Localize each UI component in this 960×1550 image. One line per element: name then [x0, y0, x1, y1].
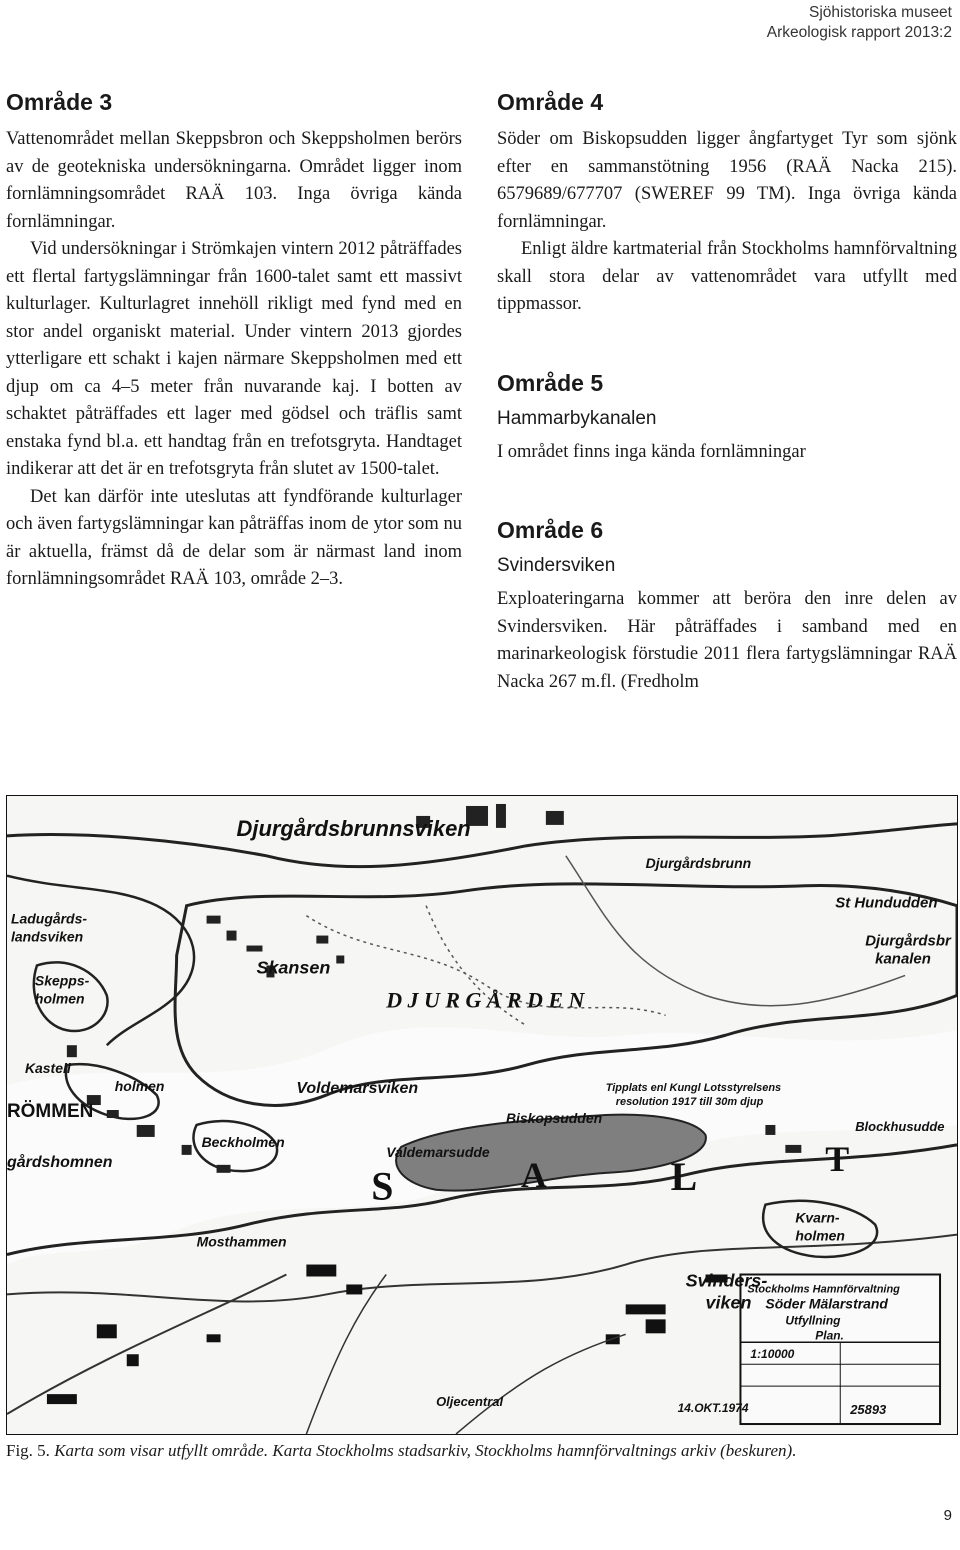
area3-paragraph-2: Vid undersökningar i Strömkajen vintern 2012 påträffades ett flertal fartygslämningar från 1600-talet samt ett massivt kulturlager. Kulturlagret innehöll rikligt med fynd med en stor andel organiskt material. Under vintern 2013 gjordes ytterligare ett schakt i kajen närmare Skeppsholmen med ett djup om ca 4–5 meter från nuvarande kaj. I botten av schaktet påträffades ett lager med gödsel och träflis samt enstaka fynd bl.a. ett handtag från en trefotsgryta. Handtaget indikerar att det är en trefotsgryta från slutet av 1500-talet.	[6, 239, 462, 479]
area6-title: Område 6	[497, 517, 604, 543]
map-label-mosthammen: Mosthammen	[196, 1233, 287, 1250]
area4-title: Område 4	[497, 89, 604, 115]
map-label-svinders-2: viken	[705, 1292, 752, 1313]
area5-subtitle: Hammarbykanalen	[497, 407, 657, 429]
map-label-skansen: Skansen	[256, 957, 331, 978]
map-label-ladugards-1: Ladugårds-	[10, 910, 88, 927]
map-legend-scale: 1:10000	[750, 1347, 795, 1362]
page-header	[767, 3, 952, 43]
map-label-valdemarsudde: Valdemarsudde	[386, 1143, 490, 1160]
map-label-strommen: RÖMMEN	[7, 1101, 94, 1122]
map-legend-line-2: Söder Mälarstrand	[765, 1295, 888, 1312]
area3-paragraph-3: Det kan därför inte uteslutas att fyndförande kulturlager och även fartygslämningar kan påträffas inom de ytor som nu är aktuella, främst då de delar som är närmast land inom fornlämningsområdet RAÄ 103, område 2–3.	[6, 486, 462, 589]
map-label-skepps-2: holmen	[34, 990, 85, 1007]
map-label-skepps-1: Skepps-	[34, 972, 90, 989]
area6-subtitle: Svindersviken	[497, 555, 616, 576]
map-label-djurgardsbrunn: Djurgårdsbrunn	[645, 854, 752, 871]
figure-caption	[6, 1440, 956, 1462]
map-legend-line-1: Stockholms Hamnförvaltning	[747, 1283, 900, 1296]
map-label-blockhusudde: Blockhusudde	[855, 1118, 945, 1134]
spacer	[497, 319, 957, 369]
publisher-name: Sjöhistoriska museet	[808, 4, 952, 21]
figure-number: Fig. 5.	[6, 1441, 50, 1460]
map-label-djurgarden: D J U R G Å R D E N	[386, 987, 585, 1013]
map-label-kvarn-1: Kvarn-	[795, 1209, 840, 1226]
map-label-holmen: holmen	[114, 1078, 165, 1095]
map-date-stamp: 14.OKT.1974	[677, 1401, 749, 1416]
historical-map	[6, 795, 958, 1435]
map-label-oljecentral: Oljecentral	[436, 1394, 504, 1410]
map-label-djurgardsbr-1: Djurgårdsbr	[865, 932, 951, 950]
map-label-svinders-1: Svinders-	[685, 1270, 768, 1291]
spacer	[497, 466, 957, 516]
map-letter-l: L	[670, 1153, 698, 1199]
area6-paragraph-1: Exploateringarna kommer att beröra den inre delen av Svindersviken. Här påträffades i samband med en marinarkeologisk förstudie 2011 flera fartygslämningar RAÄ Nacka 267 m.fl. (Fredholm	[497, 589, 957, 692]
map-legend-line-4: Plan.	[815, 1328, 844, 1343]
map-label-voldemarsviken: Voldemarsviken	[296, 1080, 419, 1098]
map-label-st-hunddden: St Hundudden	[835, 894, 938, 912]
map-drawing	[7, 796, 957, 1434]
map-label-djurgardsbrunnsviken: Djurgårdsbrunnsviken	[236, 815, 471, 841]
map-label-gardshomnen: gårdshomnen	[7, 1153, 113, 1171]
report-id: Arkeologisk rapport 2013:2	[766, 24, 952, 41]
map-label-tipplats-2: resolution 1917 till 30m djup	[615, 1096, 764, 1109]
area5-title: Område 5	[497, 369, 604, 396]
area5-paragraph-1: I området finns inga kända fornlämningar	[497, 441, 806, 462]
map-label-ladugards-2: landsviken	[10, 928, 84, 945]
map-label-beckholmen: Beckholmen	[201, 1133, 285, 1150]
left-column	[6, 88, 462, 594]
map-label-kvarn-2: holmen	[795, 1227, 845, 1244]
area4-paragraph-1: Söder om Biskopsudden ligger ångfartyget Tyr som sjönk efter en sammanstötning 1956 (RAÄ Nacka 215). 6579689/677707 (SWEREF 99 TM). Inga övriga kända fornlämningar.	[497, 129, 957, 232]
right-column	[497, 88, 957, 696]
area3-title: Område 3	[6, 89, 113, 115]
figure-caption-text: Karta som visar utfyllt område. Karta Stockholms stadsarkiv, Stockholms hamnförvaltnings arkiv (beskuren).	[49, 1441, 797, 1460]
map-label-kastell: Kastell	[24, 1060, 71, 1077]
map-legend-line-3: Utfyllning	[785, 1313, 841, 1328]
map-letter-t: T	[825, 1138, 850, 1179]
map-letter-a: A	[520, 1154, 547, 1195]
map-legend-number: 25893	[850, 1402, 887, 1418]
map-label-djurgardsbr-2: kanalen	[875, 950, 931, 968]
area4-paragraph-2: Enligt äldre kartmaterial från Stockholms hamnförvaltning skall stora delar av vattenområdet vara utfyllt med tippmassor.	[497, 239, 957, 314]
map-label-biskopsudden: Biskopsudden	[505, 1109, 603, 1126]
map-label-tipplats-1: Tipplats enl Kungl Lotsstyrelsens	[605, 1082, 782, 1095]
page-number: 9	[943, 1507, 952, 1524]
map-letter-s: S	[371, 1163, 394, 1209]
area3-paragraph-1: Vattenområdet mellan Skeppsbron och Skeppsholmen berörs av de geotekniska undersökningarna. Området ligger inom fornlämningsområdet RAÄ 103. Inga övriga kända fornlämningar.	[6, 129, 462, 232]
